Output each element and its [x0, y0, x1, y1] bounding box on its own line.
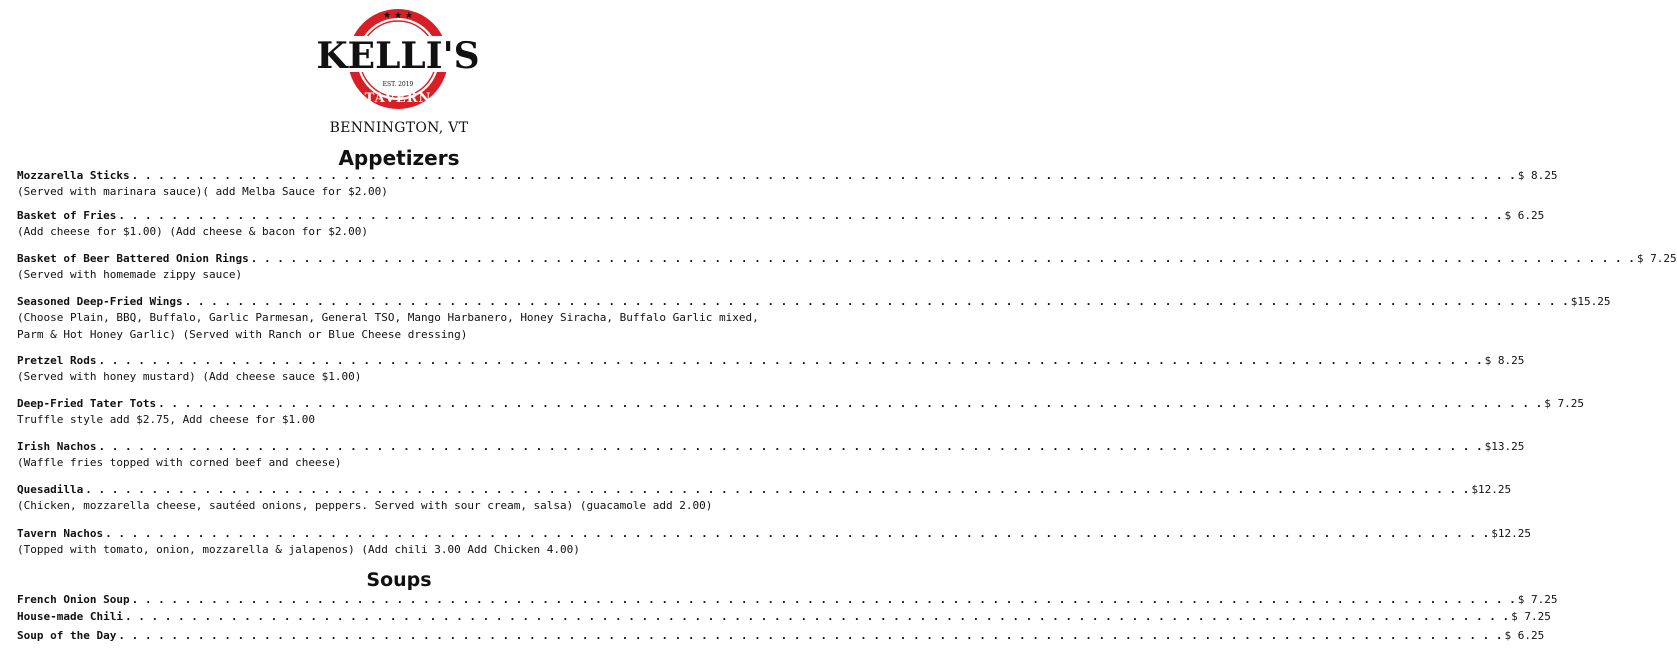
- item-name: Quesadilla: [17, 483, 84, 496]
- item-price: $12.25: [1491, 527, 1531, 540]
- dot-leader: [105, 526, 1489, 541]
- logo-subtitle: TAVERN: [364, 91, 432, 106]
- menu-item: [17, 482, 1512, 514]
- menu-item: [17, 353, 1525, 385]
- location-line: BENNINGTON, VT: [329, 120, 469, 136]
- item-description: (Topped with tomato, onion, mozzarella & jalapenos) (Add chili 3.00 Add Chicken 4.00): [17, 543, 580, 556]
- item-price: $ 7.25: [1636, 252, 1677, 265]
- menu-item: [17, 251, 1677, 283]
- item-description: (Waffle fries topped with corned beef and cheese): [17, 456, 342, 469]
- menu-item: [17, 208, 1545, 240]
- item-name: Mozzarella Sticks: [17, 169, 130, 182]
- item-name: Irish Nachos: [17, 440, 97, 453]
- item-description: (Served with marinara sauce)( add Melba Sauce for $2.00): [17, 185, 388, 198]
- item-price: $12.25: [1471, 483, 1512, 496]
- section-heading-appetizers: Appetizers: [338, 146, 460, 170]
- dot-leader: [85, 482, 1469, 497]
- menu-item: [17, 294, 1611, 343]
- item-description: (Served with honey mustard) (Add cheese sauce $1.00): [17, 370, 362, 383]
- menu-item: [17, 396, 1584, 428]
- dot-leader: [98, 353, 1482, 368]
- item-price: $ 8.25: [1484, 354, 1525, 367]
- item-price: $ 6.25: [1504, 629, 1545, 642]
- menu-item: [17, 168, 1558, 200]
- item-description: Truffle style add $2.75, Add cheese for $1.00: [17, 413, 316, 426]
- item-price: $ 8.25: [1517, 169, 1558, 182]
- menu-item: [17, 592, 1558, 607]
- menu-item: [17, 439, 1525, 471]
- item-name: Deep-Fried Tater Tots: [17, 397, 157, 410]
- item-name: House-made Chili: [17, 610, 123, 623]
- item-price: $15.25: [1570, 295, 1611, 308]
- dot-leader: [125, 609, 1509, 624]
- dot-leader: [251, 251, 1635, 266]
- dot-leader: [158, 396, 1542, 411]
- item-price: $ 6.25: [1504, 209, 1545, 222]
- item-name: Soup of the Day: [17, 629, 117, 642]
- logo-stars: ★ ★ ★: [383, 11, 413, 21]
- dot-leader: [132, 592, 1516, 607]
- logo-name: KELLI'S: [316, 35, 480, 77]
- item-name: French Onion Soup: [17, 593, 130, 606]
- item-price: $ 7.25: [1517, 593, 1558, 606]
- dot-leader: [98, 439, 1482, 454]
- item-price: $13.25: [1484, 440, 1525, 453]
- menu-item: [17, 526, 1531, 558]
- dot-leader: [118, 628, 1502, 643]
- item-name: Basket of Fries: [17, 209, 117, 222]
- item-name: Basket of Beer Battered Onion Rings: [17, 252, 249, 265]
- dot-leader: [132, 168, 1516, 183]
- logo-graphic: [316, 4, 480, 120]
- section-heading-soups: Soups: [366, 569, 432, 591]
- logo-established: EST. 2019: [382, 81, 414, 88]
- item-description: (Add cheese for $1.00) (Add cheese & bacon for $2.00): [17, 225, 368, 238]
- item-price: $ 7.25: [1511, 610, 1551, 623]
- menu-item: [17, 628, 1545, 643]
- dot-leader: [118, 208, 1502, 223]
- tavern-logo: [316, 4, 480, 120]
- item-name: Seasoned Deep-Fried Wings: [17, 295, 183, 308]
- dot-leader: [185, 294, 1569, 309]
- item-name: Pretzel Rods: [17, 354, 97, 367]
- item-price: $ 7.25: [1544, 397, 1584, 410]
- item-description: (Choose Plain, BBQ, Buffalo, Garlic Parmesan, General TSO, Mango Harbanero, Honey Siracha, Buffalo Garlic mixed, Parm & Hot Honey Garlic) (Served with Ranch or Blue Cheese dressing): [17, 311, 759, 341]
- item-description: (Chicken, mozzarella cheese, sautéed onions, peppers. Served with sour cream, salsa) (guacamole add 2.00): [17, 499, 713, 512]
- item-name: Tavern Nachos: [17, 527, 104, 540]
- item-description: (Served with homemade zippy sauce): [17, 268, 243, 281]
- menu-item: [17, 609, 1551, 624]
